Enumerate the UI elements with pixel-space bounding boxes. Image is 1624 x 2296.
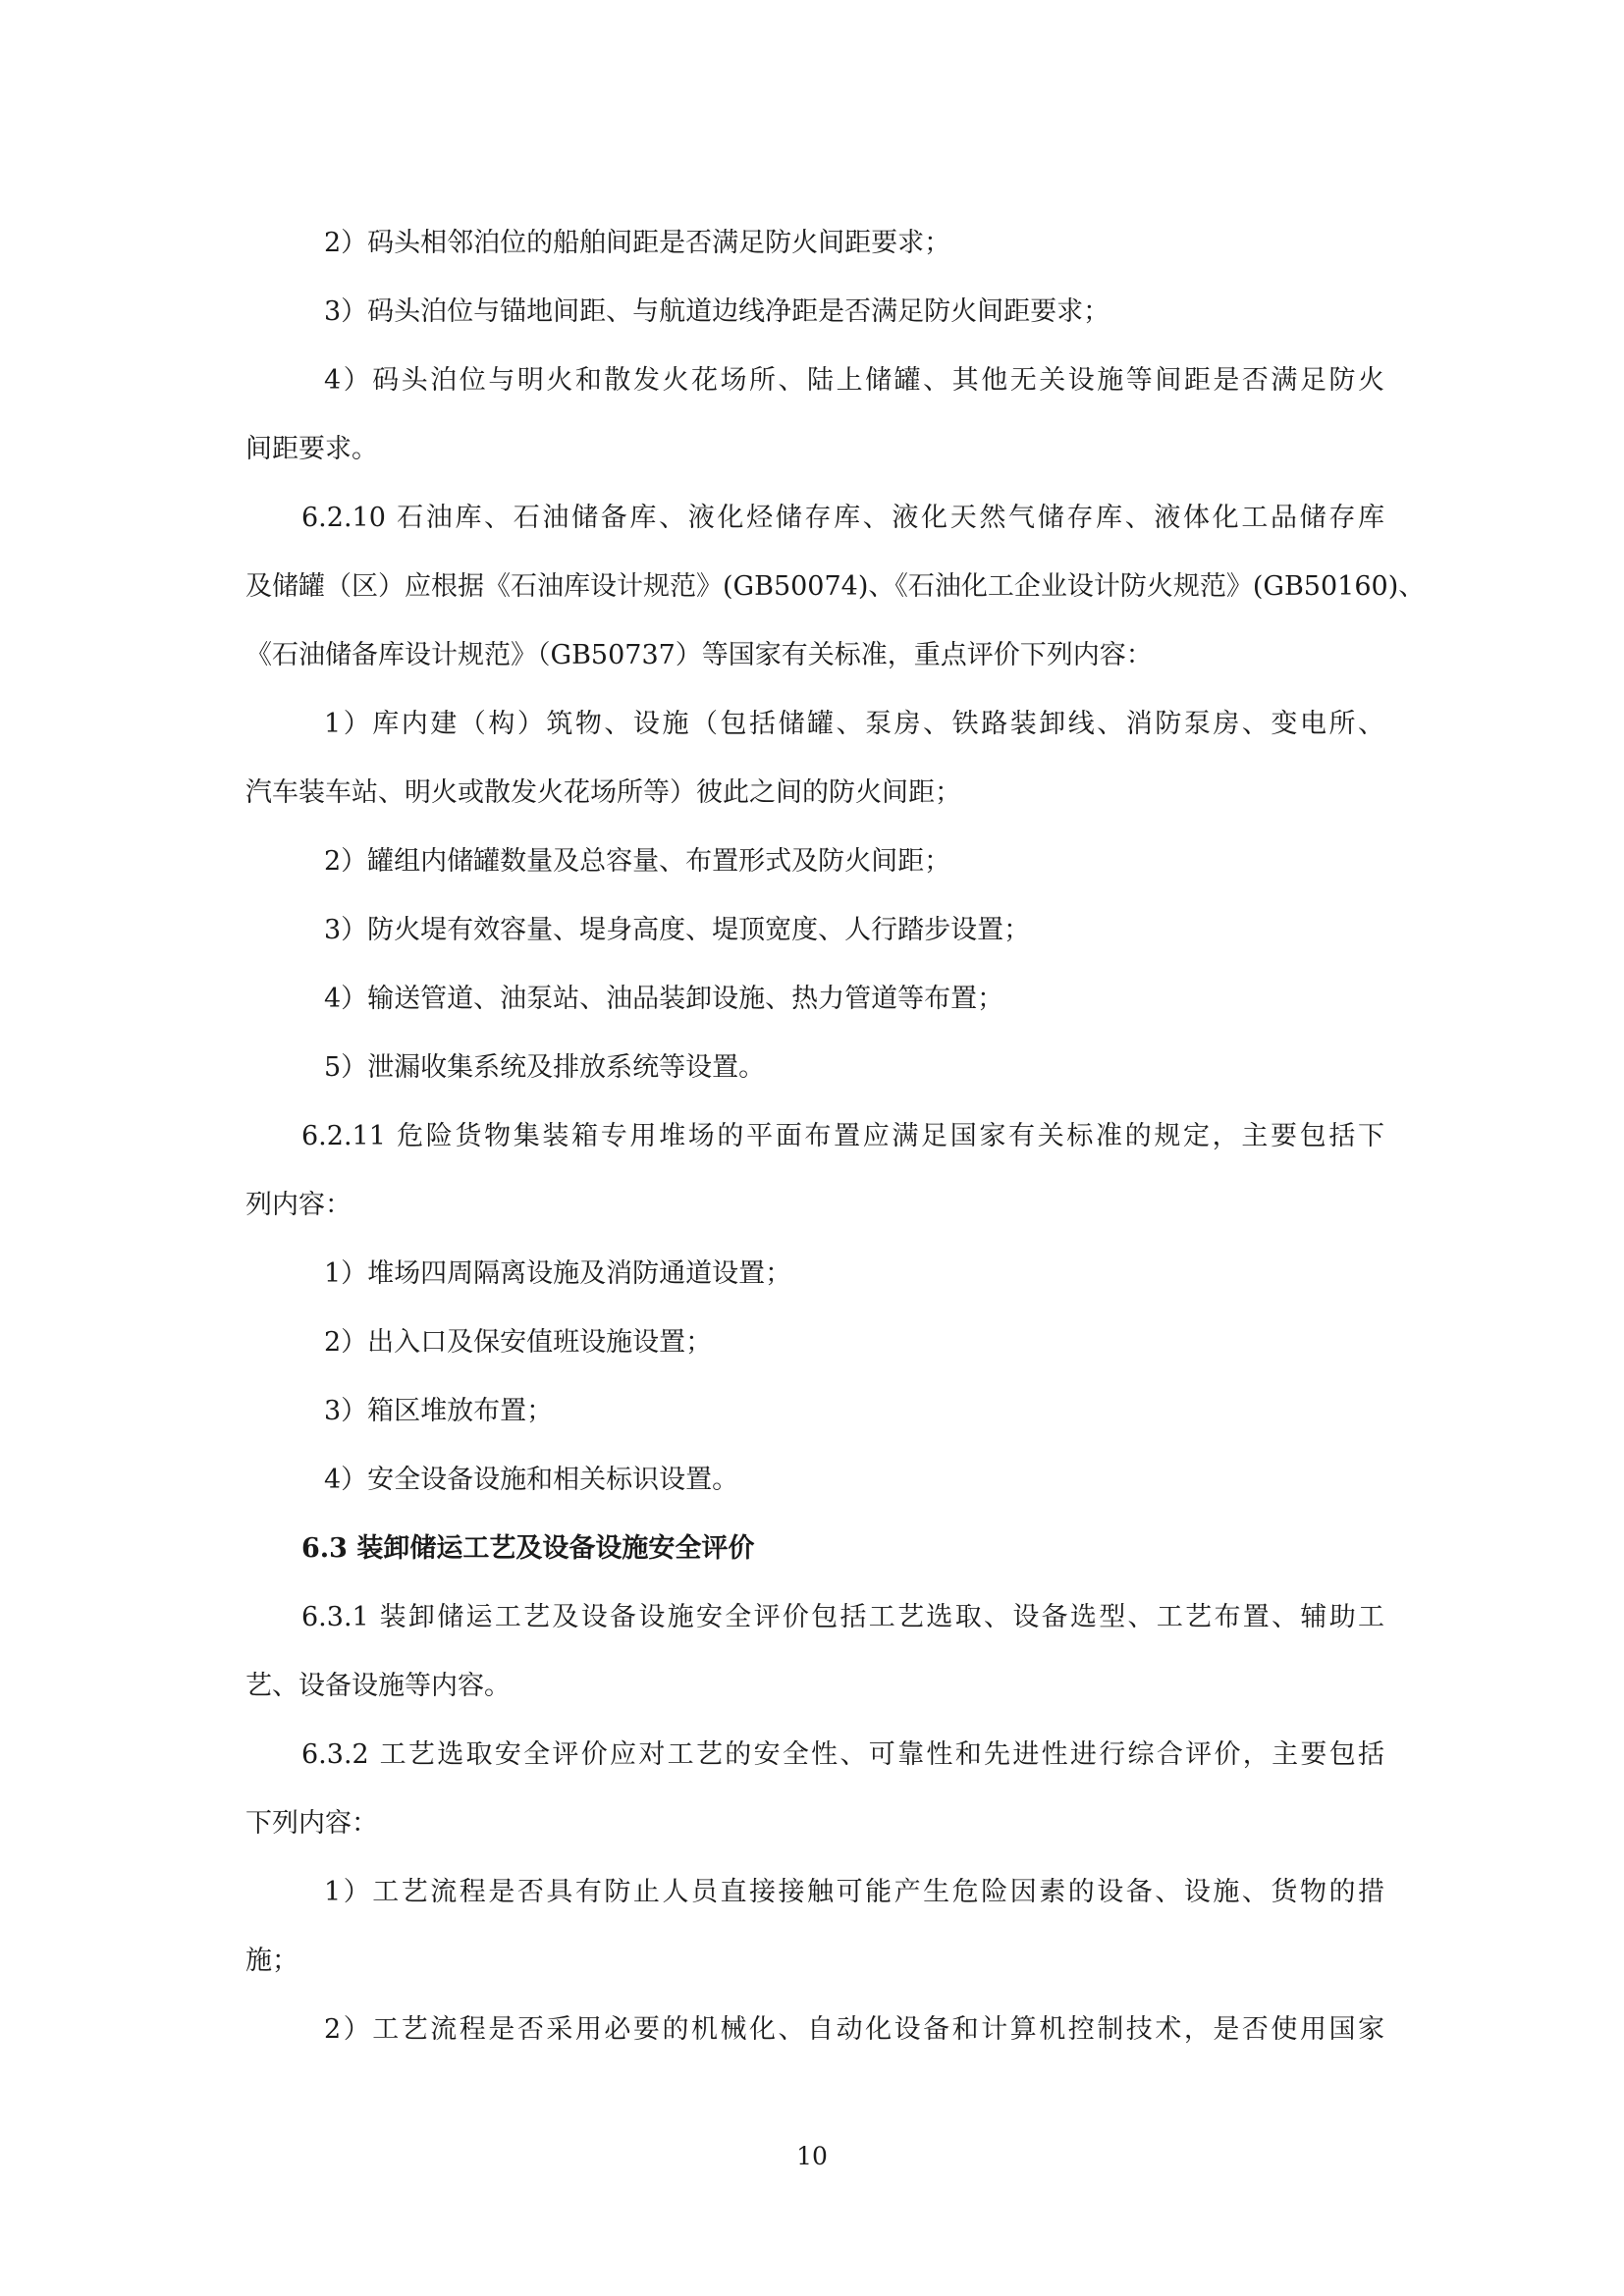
paragraph-line: 2）罐组内储罐数量及总容量、布置形式及防火间距； (324, 846, 951, 877)
paragraph-line: 汽车装车站、明火或散发火花场所等）彼此之间的防火间距； (245, 777, 961, 808)
paragraph-line: 《石油储备库设计规范》（GB50737）等国家有关标准，重点评价下列内容： (245, 640, 1153, 670)
paragraph-line: 4）输送管道、油泵站、油品装卸设施、热力管道等布置； (324, 984, 1004, 1014)
paragraph-line: 列内容： (245, 1190, 352, 1220)
paragraph-line: 5）泄漏收集系统及排放系统等设置。 (324, 1052, 766, 1083)
clause-6-2-11: 6.2.11 危险货物集装箱专用堆场的平面布置应满足国家有关标准的规定，主要包括下 (301, 1121, 1384, 1151)
paragraph-line: 4）安全设备设施和相关标识设置。 (324, 1465, 739, 1495)
paragraph-line: 1）堆场四周隔离设施及消防通道设置； (324, 1258, 792, 1289)
paragraph-line: 下列内容： (245, 1808, 378, 1839)
paragraph-line: 4）码头泊位与明火和散发火花场所、陆上储罐、其他无关设施等间距是否满足防火 (324, 365, 1384, 396)
page-number: 10 (796, 2142, 828, 2170)
clause-6-2-10: 6.2.10 石油库、石油储备库、液化烃储存库、液化天然气储存库、液体化工品储存库 (301, 503, 1384, 533)
paragraph-line: 3）码头泊位与锚地间距、与航道边线净距是否满足防火间距要求； (324, 296, 1110, 327)
clause-6-3-2: 6.3.2 工艺选取安全评价应对工艺的安全性、可靠性和先进性进行综合评价，主要包括 (301, 1739, 1384, 1770)
paragraph-line: 1）工艺流程是否具有防止人员直接接触可能产生危险因素的设备、设施、货物的措 (324, 1877, 1384, 1907)
section-heading-6-3: 6.3 装卸储运工艺及设备设施安全评价 (301, 1533, 755, 1564)
paragraph-line: 2）出入口及保安值班设施设置； (324, 1327, 713, 1358)
paragraph-line: 艺、设备设施等内容。 (245, 1671, 511, 1701)
paragraph-line: 间距要求。 (245, 434, 378, 464)
clause-6-3-1: 6.3.1 装卸储运工艺及设备设施安全评价包括工艺选取、设备选型、工艺布置、辅助工 (301, 1602, 1384, 1632)
paragraph-line: 3）防火堤有效容量、堤身高度、堤顶宽度、人行踏步设置； (324, 915, 1031, 945)
paragraph-line: 施； (245, 1946, 298, 1976)
paragraph-line: 3）箱区堆放布置； (324, 1396, 554, 1426)
paragraph-line: 2）工艺流程是否采用必要的机械化、自动化设备和计算机控制技术，是否使用国家 (324, 2014, 1384, 2045)
paragraph-line: 2）码头相邻泊位的船舶间距是否满足防火间距要求； (324, 228, 951, 258)
paragraph-line: 1）库内建（构）筑物、设施（包括储罐、泵房、铁路装卸线、消防泵房、变电所、 (324, 709, 1384, 739)
paragraph-line: 及储罐（区）应根据《石油库设计规范》(GB50074)、《石油化工企业设计防火规范》(GB50160)、 (245, 571, 1426, 602)
